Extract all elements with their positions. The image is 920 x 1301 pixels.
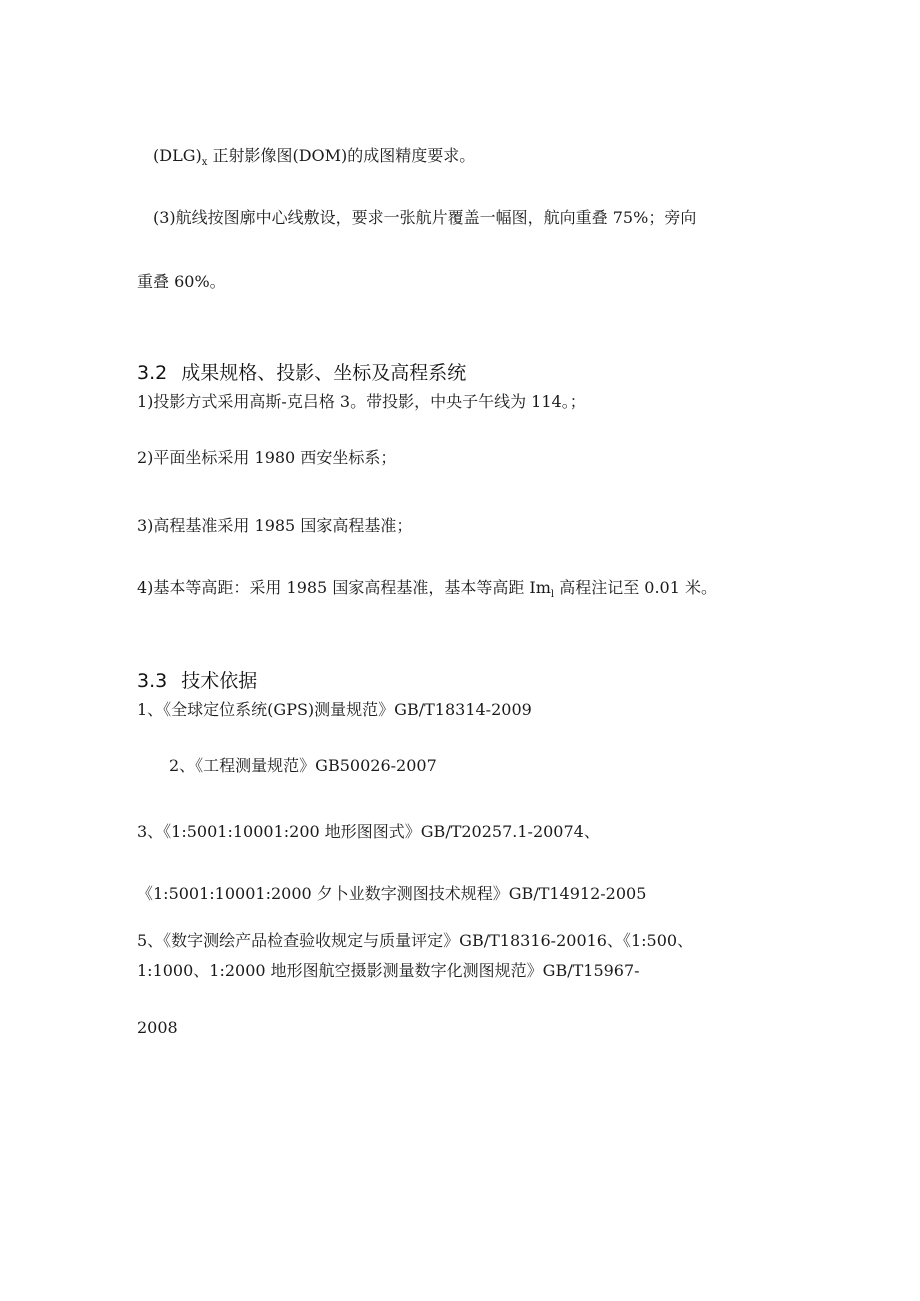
section-number: 3.2 <box>137 362 168 384</box>
list-item-height-datum: 3)高程基准采用 1985 国家高程基准； <box>137 516 413 535</box>
contour-interval-text: 4)基本等高距：采用 1985 国家高程基准，基本等高距 Im <box>137 578 551 597</box>
reference-item-6-year: 2008 <box>137 1018 178 1037</box>
contour-annotation-text: 高程注记至 0.01 米。 <box>554 578 717 597</box>
list-item-plane-coordinates: 2)平面坐标采用 1980 西安坐标系； <box>137 448 397 467</box>
reference-item-2: 2、《工程测量规范》GB50026-2007 <box>169 756 437 775</box>
list-item-contour-interval <box>137 578 717 605</box>
section-title: 成果规格、投影、坐标及高程系统 <box>181 362 467 384</box>
dom-accuracy-text: 正射影像图(DOM)的成图精度要求。 <box>212 146 476 165</box>
section-title: 技术依据 <box>181 670 258 692</box>
dlg-subscript: x <box>201 157 208 168</box>
paragraph-dlg-dom-accuracy <box>153 146 475 173</box>
list-item-projection: 1)投影方式采用高斯-克吕格 3。带投影，中央子午线为 114。； <box>137 392 586 411</box>
reference-item-5: 5、《数字测绘产品检查验收规定与质量评定》GB/T18316-20016、《1:500、 <box>137 931 694 950</box>
contour-interval-subscript: l <box>550 589 555 600</box>
section-heading-3-3 <box>137 669 257 693</box>
reference-item-6: 1:1000、1:2000 地形图航空摄影测量数字化测图规范》GB/T15967- <box>137 961 640 980</box>
section-heading-3-2 <box>137 361 466 385</box>
reference-item-1: 1、《全球定位系统(GPS)测量规范》GB/T18314-2009 <box>137 700 532 719</box>
dlg-label: (DLG) <box>153 146 202 165</box>
paragraph-flight-line: (3)航线按图廓中心线敷设，要求一张航片覆盖一幅图，航向重叠 75%；旁向 <box>153 208 697 227</box>
reference-item-3: 3、《1:5001:10001:200 地形图图式》GB/T20257.1-20074、 <box>137 822 600 841</box>
section-number: 3.3 <box>137 670 168 692</box>
reference-item-4: 《1:5001:10001:2000 夕卜业数字测图技术规程》GB/T14912-2005 <box>137 884 647 903</box>
paragraph-side-overlap: 重叠 60%。 <box>137 272 226 291</box>
